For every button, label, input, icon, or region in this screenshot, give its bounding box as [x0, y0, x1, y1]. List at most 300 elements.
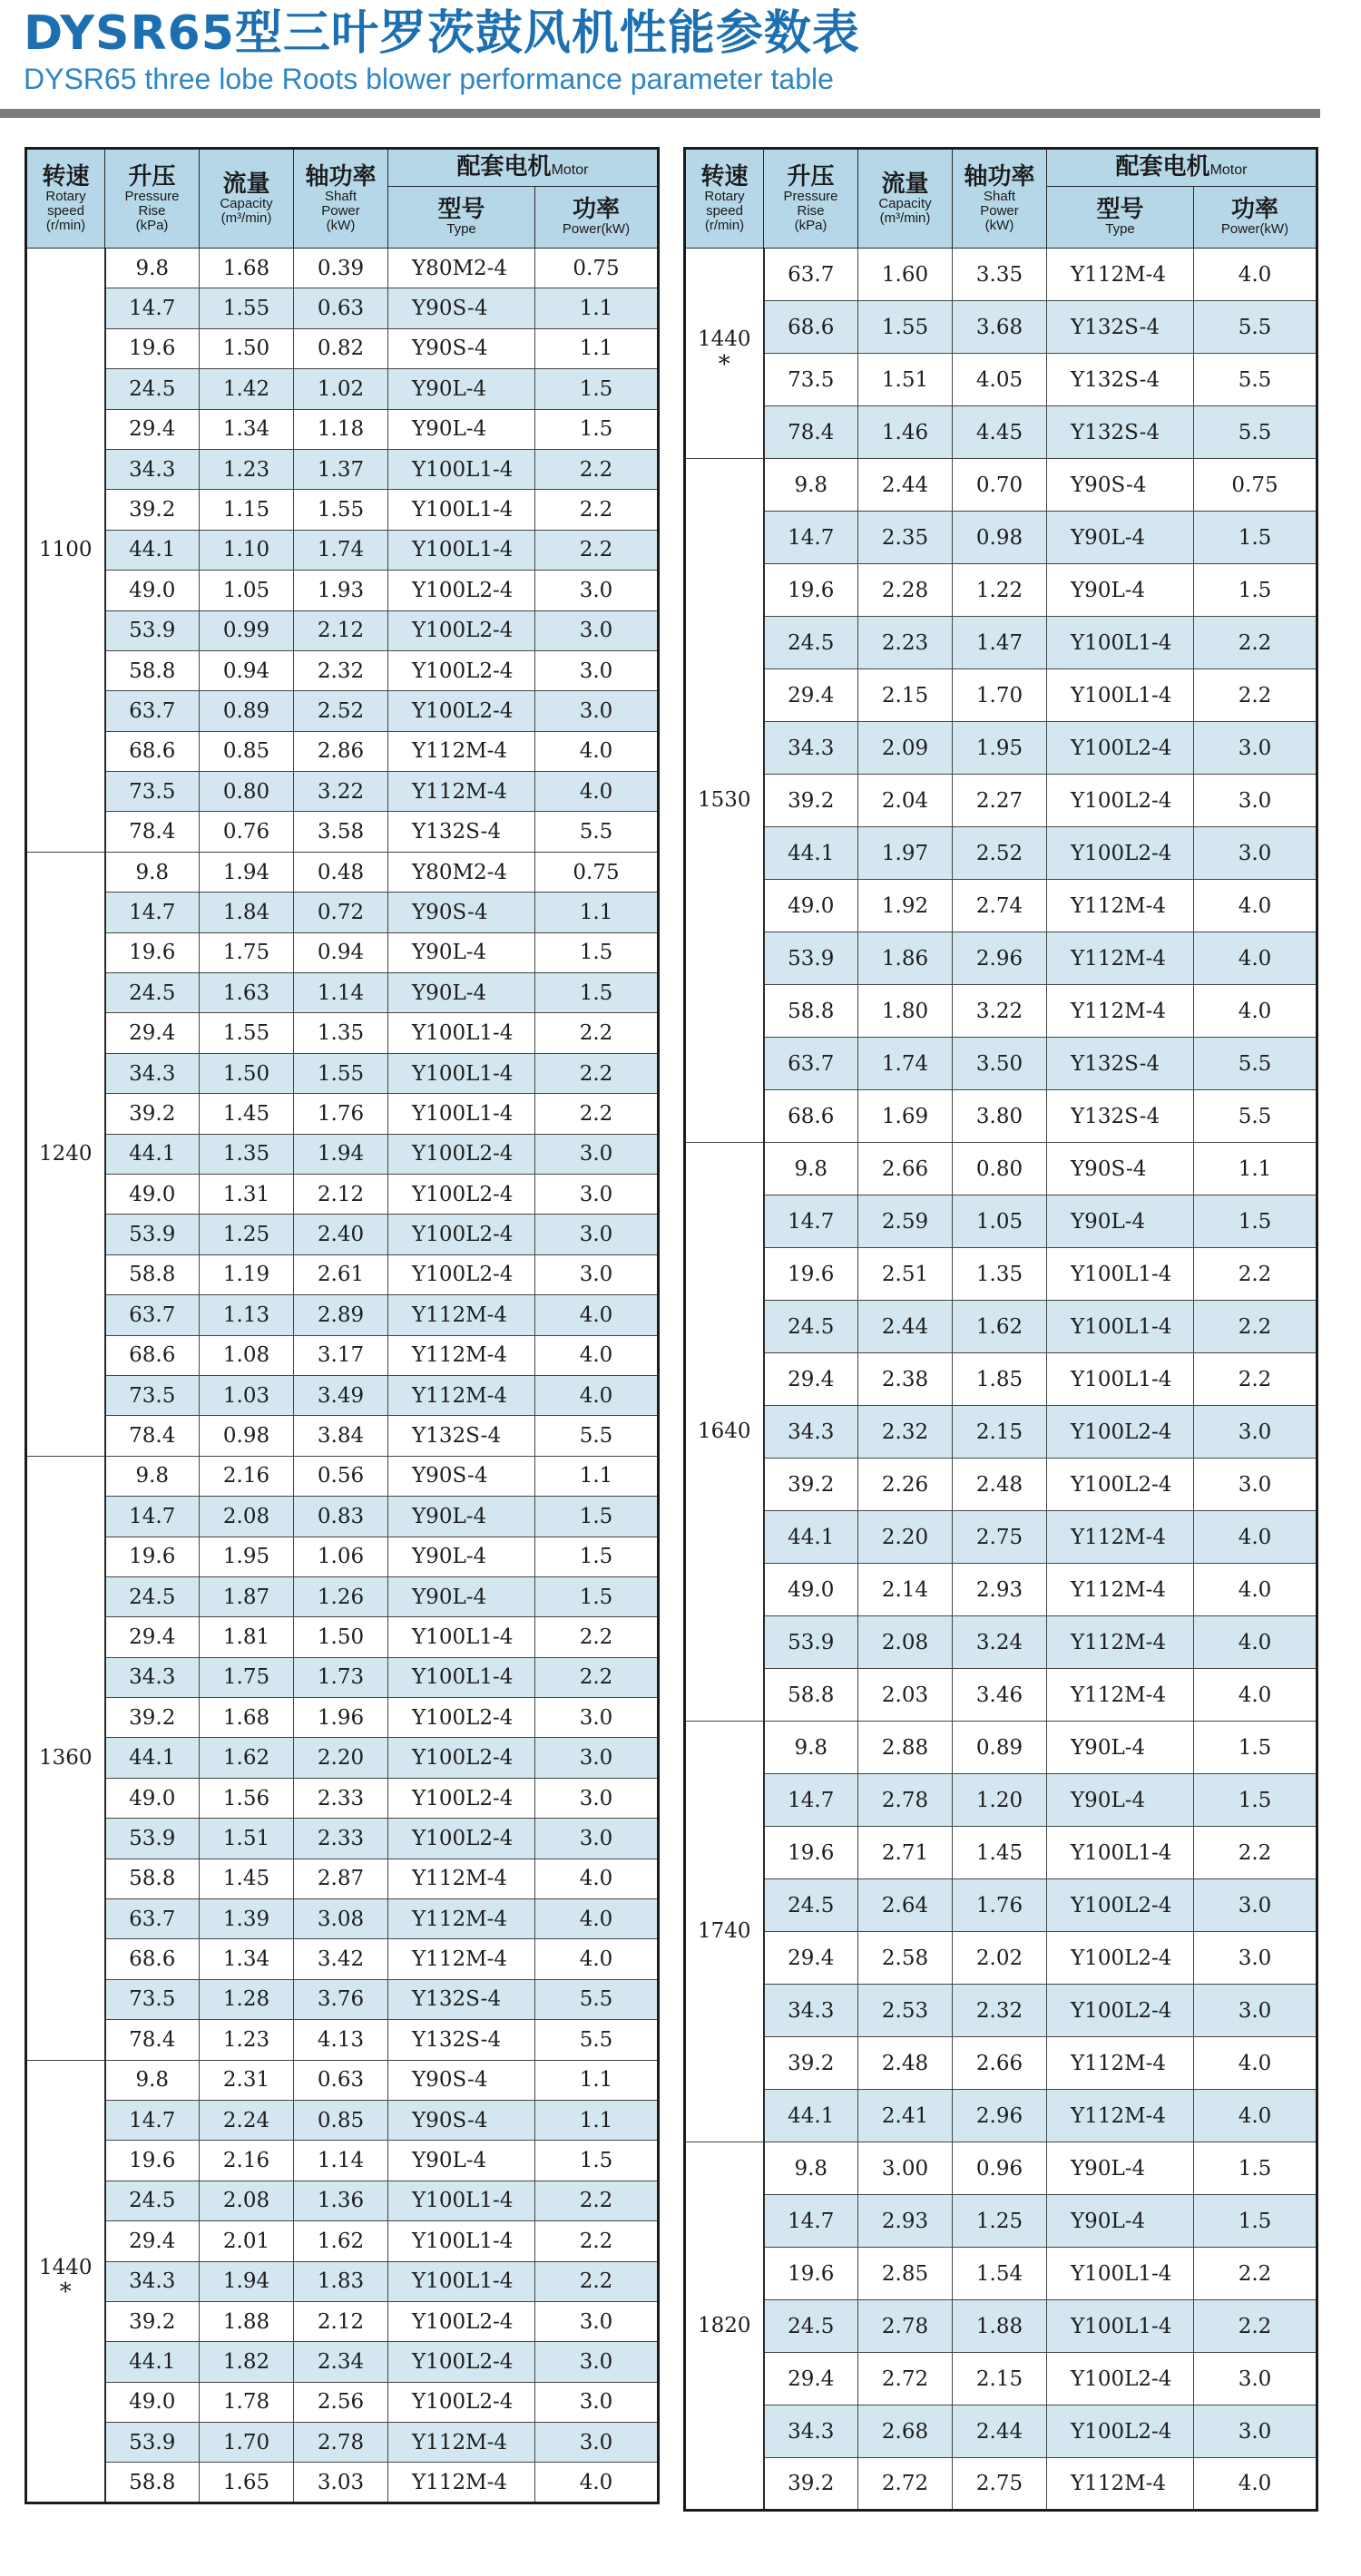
cell-motor-power: 2.2 — [535, 2261, 659, 2301]
cell-motor-type: Y132S-4 — [1047, 301, 1194, 354]
cell-pressure: 58.8 — [105, 1859, 200, 1898]
cell-motor-power: 1.5 — [1194, 1722, 1317, 1774]
cell-motor-power: 3.0 — [535, 2301, 659, 2341]
cell-motor-power: 1.1 — [535, 2100, 659, 2140]
cell-motor-power: 4.0 — [1194, 1564, 1317, 1616]
cell-shaft-power: 0.96 — [953, 2142, 1047, 2195]
cell-pressure: 24.5 — [105, 2181, 200, 2220]
table-row — [26, 1537, 659, 1576]
cell-shaft-power: 0.72 — [294, 893, 388, 932]
table-row — [26, 812, 659, 852]
cell-shaft-power: 3.08 — [294, 1899, 388, 1939]
cell-motor-type: Y112M-4 — [1047, 1616, 1194, 1669]
cell-pressure: 63.7 — [105, 691, 200, 731]
cell-motor-type: Y100L1-4 — [1047, 2300, 1194, 2353]
cell-motor-type: Y100L2-4 — [388, 610, 535, 650]
cell-motor-power: 3.0 — [535, 1215, 659, 1254]
cell-shaft-power: 2.12 — [294, 1174, 388, 1214]
table-row — [26, 449, 659, 489]
cell-motor-power: 1.1 — [535, 2060, 659, 2100]
cell-shaft-power: 2.89 — [294, 1295, 388, 1335]
table-row — [26, 973, 659, 1013]
cell-motor-power: 3.0 — [535, 610, 659, 650]
table-row — [685, 1406, 1317, 1459]
header-power: 功率 Power(kW) — [535, 187, 659, 249]
cell-capacity: 2.20 — [858, 1511, 953, 1564]
cell-capacity: 1.35 — [200, 1134, 294, 1174]
cell-capacity: 1.34 — [200, 1939, 294, 1979]
cell-shaft-power: 2.12 — [294, 610, 388, 650]
table-row — [26, 2261, 659, 2301]
cell-capacity: 2.41 — [858, 2090, 953, 2142]
table-row — [685, 932, 1317, 985]
cell-motor-type: Y100L1-4 — [1047, 1301, 1194, 1353]
cell-shaft-power: 3.50 — [953, 1038, 1047, 1090]
cell-rotary-speed — [26, 2060, 105, 2503]
table-row — [26, 1576, 659, 1616]
table-row — [26, 2181, 659, 2220]
cell-pressure: 73.5 — [105, 1375, 200, 1415]
cell-shaft-power: 2.52 — [294, 691, 388, 731]
cell-motor-type: Y90S-4 — [1047, 1143, 1194, 1195]
cell-shaft-power: 1.35 — [953, 1248, 1047, 1301]
cell-motor-type: Y112M-4 — [388, 1939, 535, 1979]
title-english: DYSR65 three lobe Roots blower performance parameter table — [24, 63, 834, 95]
cell-motor-type: Y112M-4 — [1047, 1511, 1194, 1564]
cell-motor-type: Y100L2-4 — [388, 650, 535, 690]
table-row — [26, 1979, 659, 2019]
cell-motor-power: 5.5 — [1194, 354, 1317, 406]
cell-motor-power: 2.2 — [1194, 669, 1317, 722]
cell-shaft-power: 1.93 — [294, 571, 388, 610]
cell-motor-type: Y100L2-4 — [388, 571, 535, 610]
cell-motor-type: Y100L1-4 — [388, 449, 535, 489]
cell-capacity: 1.78 — [200, 2382, 294, 2422]
cell-motor-power: 4.0 — [1194, 1669, 1317, 1722]
cell-capacity: 2.59 — [858, 1195, 953, 1248]
cell-pressure: 14.7 — [105, 893, 200, 932]
cell-motor-type: Y132S-4 — [1047, 354, 1194, 406]
cell-shaft-power: 1.96 — [294, 1698, 388, 1738]
cell-motor-type: Y90L-4 — [1047, 2195, 1194, 2248]
cell-motor-power: 2.2 — [1194, 1827, 1317, 1879]
table-row — [26, 2301, 659, 2341]
cell-shaft-power: 3.22 — [294, 772, 388, 812]
cell-pressure: 19.6 — [105, 1537, 200, 1576]
cell-pressure: 24.5 — [105, 1576, 200, 1616]
cell-motor-type: Y100L2-4 — [1047, 1459, 1194, 1511]
cell-shaft-power: 1.25 — [953, 2195, 1047, 2248]
cell-capacity: 1.68 — [200, 1698, 294, 1738]
cell-motor-power: 2.2 — [1194, 1353, 1317, 1406]
cell-shaft-power: 2.33 — [294, 1819, 388, 1859]
cell-shaft-power: 0.85 — [294, 2100, 388, 2140]
cell-motor-type: Y90L-4 — [1047, 2142, 1194, 2195]
cell-capacity: 0.80 — [200, 772, 294, 812]
cell-shaft-power: 1.70 — [953, 669, 1047, 722]
cell-capacity: 1.60 — [858, 249, 953, 301]
cell-motor-power: 4.0 — [1194, 2037, 1317, 2090]
table-row — [685, 1564, 1317, 1616]
cell-shaft-power: 0.83 — [294, 1497, 388, 1537]
cell-pressure: 34.3 — [764, 1406, 858, 1459]
table-row — [26, 2342, 659, 2382]
table-row — [685, 2458, 1317, 2511]
speed-value: 1360 — [38, 1745, 93, 1770]
header-pressure: 升压 Pressure Rise (kPa) — [105, 149, 200, 249]
cell-pressure: 49.0 — [105, 1778, 200, 1818]
cell-motor-type: Y112M-4 — [1047, 249, 1194, 301]
cell-pressure: 63.7 — [105, 1899, 200, 1939]
cell-pressure: 53.9 — [105, 1819, 200, 1859]
cell-motor-type: Y112M-4 — [388, 772, 535, 812]
cell-pressure: 34.3 — [764, 722, 858, 775]
cell-shaft-power: 4.13 — [294, 2020, 388, 2060]
cell-motor-power: 5.5 — [535, 2020, 659, 2060]
cell-motor-type: Y100L1-4 — [388, 1657, 535, 1697]
cell-capacity: 2.32 — [858, 1406, 953, 1459]
table-row — [685, 564, 1317, 617]
cell-shaft-power: 1.85 — [953, 1353, 1047, 1406]
cell-pressure: 53.9 — [105, 610, 200, 650]
cell-motor-type: Y90L-4 — [388, 2141, 535, 2181]
cell-shaft-power: 0.82 — [294, 328, 388, 368]
cell-motor-power: 4.0 — [1194, 1616, 1317, 1669]
cell-pressure: 58.8 — [105, 650, 200, 690]
cell-motor-type: Y100L1-4 — [388, 530, 535, 570]
cell-motor-type: Y80M2-4 — [388, 249, 535, 288]
cell-shaft-power: 1.18 — [294, 409, 388, 449]
cell-capacity: 2.16 — [200, 1456, 294, 1496]
cell-motor-power: 1.5 — [535, 369, 659, 409]
cell-pressure: 49.0 — [764, 1564, 858, 1616]
cell-capacity: 1.23 — [200, 449, 294, 489]
cell-pressure: 53.9 — [105, 1215, 200, 1254]
cell-capacity: 0.98 — [200, 1416, 294, 1456]
table-row — [685, 1090, 1317, 1143]
cell-motor-type: Y100L2-4 — [1047, 827, 1194, 880]
cell-motor-power: 3.0 — [535, 1134, 659, 1174]
cell-motor-power: 1.5 — [535, 2141, 659, 2181]
speed-value: 1240 — [38, 1142, 93, 1166]
table-row — [26, 1899, 659, 1939]
cell-capacity: 2.26 — [858, 1459, 953, 1511]
cell-motor-type: Y132S-4 — [388, 2020, 535, 2060]
cell-motor-power: 4.0 — [1194, 880, 1317, 932]
table-row — [685, 1511, 1317, 1564]
cell-motor-power: 5.5 — [535, 1416, 659, 1456]
cell-pressure: 39.2 — [105, 1698, 200, 1738]
cell-capacity: 1.15 — [200, 490, 294, 530]
cell-capacity: 1.08 — [200, 1335, 294, 1375]
cell-capacity: 1.82 — [200, 2342, 294, 2382]
cell-capacity: 2.04 — [858, 775, 953, 827]
table-row — [26, 328, 659, 368]
table-row — [26, 893, 659, 932]
table-row — [26, 2100, 659, 2140]
cell-shaft-power: 2.15 — [953, 2353, 1047, 2405]
cell-pressure: 44.1 — [764, 827, 858, 880]
table-row — [26, 1375, 659, 1415]
table-row — [685, 1616, 1317, 1669]
cell-capacity: 2.38 — [858, 1353, 953, 1406]
cell-shaft-power: 3.76 — [294, 1979, 388, 2019]
table-row — [685, 2195, 1317, 2248]
cell-pressure: 19.6 — [105, 932, 200, 972]
cell-motor-power: 3.0 — [1194, 775, 1317, 827]
cell-capacity: 1.87 — [200, 1576, 294, 1616]
cell-capacity: 2.08 — [858, 1616, 953, 1669]
cell-motor-type: Y112M-4 — [388, 1899, 535, 1939]
cell-shaft-power: 3.35 — [953, 249, 1047, 301]
cell-motor-power: 3.0 — [535, 1254, 659, 1294]
cell-motor-type: Y100L2-4 — [388, 1738, 535, 1778]
cell-capacity: 2.16 — [200, 2141, 294, 2181]
cell-shaft-power: 2.52 — [953, 827, 1047, 880]
cell-pressure: 78.4 — [105, 1416, 200, 1456]
cell-shaft-power: 2.61 — [294, 1254, 388, 1294]
cell-capacity: 1.95 — [200, 1537, 294, 1576]
cell-shaft-power: 2.75 — [953, 2458, 1047, 2511]
cell-motor-type: Y100L2-4 — [388, 1215, 535, 1254]
cell-pressure: 19.6 — [105, 2141, 200, 2181]
cell-rotary-speed — [26, 852, 105, 1456]
cell-shaft-power: 2.86 — [294, 731, 388, 771]
cell-motor-type: Y100L1-4 — [1047, 2248, 1194, 2300]
cell-rotary-speed — [685, 459, 764, 1143]
cell-capacity: 1.50 — [200, 328, 294, 368]
cell-capacity: 2.58 — [858, 1932, 953, 1985]
speed-value: 1820 — [697, 2313, 751, 2337]
cell-pressure: 14.7 — [764, 2195, 858, 2248]
cell-motor-type: Y90L-4 — [1047, 1722, 1194, 1774]
cell-capacity: 2.09 — [858, 722, 953, 775]
cell-motor-power: 3.0 — [535, 1819, 659, 1859]
cell-pressure: 19.6 — [764, 2248, 858, 2300]
table-row — [26, 2020, 659, 2060]
cell-capacity: 1.63 — [200, 973, 294, 1013]
cell-motor-type: Y100L2-4 — [388, 1778, 535, 1818]
cell-capacity: 2.24 — [200, 2100, 294, 2140]
cell-motor-power: 3.0 — [1194, 1879, 1317, 1932]
cell-shaft-power: 2.48 — [953, 1459, 1047, 1511]
cell-pressure: 34.3 — [105, 1053, 200, 1093]
table-row — [685, 1459, 1317, 1511]
cell-shaft-power: 2.12 — [294, 2301, 388, 2341]
cell-shaft-power: 3.03 — [294, 2463, 388, 2503]
table-row — [685, 1195, 1317, 1248]
cell-motor-power: 3.0 — [1194, 827, 1317, 880]
cell-motor-power: 2.2 — [535, 1657, 659, 1697]
table-row — [26, 530, 659, 570]
cell-pressure: 29.4 — [105, 1013, 200, 1053]
cell-shaft-power: 2.87 — [294, 1859, 388, 1898]
cell-motor-type: Y112M-4 — [388, 1859, 535, 1898]
cell-capacity: 1.75 — [200, 932, 294, 972]
cell-pressure: 19.6 — [105, 328, 200, 368]
cell-pressure: 58.8 — [764, 1669, 858, 1722]
table-row — [26, 1738, 659, 1778]
header-type: 型号 Type — [1047, 187, 1194, 249]
table-row — [685, 722, 1317, 775]
cell-shaft-power: 1.36 — [294, 2181, 388, 2220]
cell-capacity: 1.81 — [200, 1617, 294, 1657]
cell-pressure: 14.7 — [764, 1774, 858, 1827]
cell-pressure: 39.2 — [105, 2301, 200, 2341]
table-row — [685, 1038, 1317, 1090]
cell-shaft-power: 1.73 — [294, 1657, 388, 1697]
cell-shaft-power: 0.56 — [294, 1456, 388, 1496]
cell-capacity: 2.31 — [200, 2060, 294, 2100]
cell-motor-type: Y100L2-4 — [1047, 2405, 1194, 2458]
cell-capacity: 1.84 — [200, 893, 294, 932]
cell-motor-power: 2.2 — [535, 449, 659, 489]
cell-motor-power: 4.0 — [1194, 985, 1317, 1038]
cell-shaft-power: 0.94 — [294, 932, 388, 972]
table-row — [26, 1497, 659, 1537]
cell-motor-power: 2.2 — [1194, 2300, 1317, 2353]
cell-pressure: 34.3 — [105, 449, 200, 489]
cell-pressure: 44.1 — [764, 1511, 858, 1564]
cell-pressure: 49.0 — [764, 880, 858, 932]
cell-motor-type: Y100L2-4 — [388, 691, 535, 731]
cell-motor-power: 3.0 — [535, 650, 659, 690]
cell-motor-power: 3.0 — [535, 2342, 659, 2382]
cell-pressure: 24.5 — [764, 617, 858, 669]
cell-capacity: 2.03 — [858, 1669, 953, 1722]
cell-motor-type: Y100L2-4 — [1047, 2353, 1194, 2405]
cell-motor-power: 1.5 — [535, 409, 659, 449]
cell-pressure: 63.7 — [764, 249, 858, 301]
header-capacity: 流量 Capacity (m³/min) — [200, 149, 294, 249]
cell-shaft-power: 1.76 — [953, 1879, 1047, 1932]
table-body — [26, 249, 659, 2503]
cell-motor-power: 1.5 — [1194, 2142, 1317, 2195]
cell-pressure: 68.6 — [105, 731, 200, 771]
header-shaft-power: 轴功率 Shaft Power (kW) — [953, 149, 1047, 249]
cell-pressure: 39.2 — [764, 1459, 858, 1511]
cell-motor-power: 5.5 — [1194, 406, 1317, 459]
cell-motor-type: Y100L2-4 — [1047, 1932, 1194, 1985]
cell-shaft-power: 1.94 — [294, 1134, 388, 1174]
table-row — [26, 1013, 659, 1053]
table-row — [26, 2382, 659, 2422]
table-body — [685, 249, 1317, 2511]
cell-shaft-power: 2.02 — [953, 1932, 1047, 1985]
cell-capacity: 0.89 — [200, 691, 294, 731]
cell-shaft-power: 2.33 — [294, 1778, 388, 1818]
page-header — [24, 4, 1330, 96]
cell-pressure: 34.3 — [764, 2405, 858, 2458]
cell-capacity: 1.62 — [200, 1738, 294, 1778]
cell-capacity: 1.03 — [200, 1375, 294, 1415]
table-row — [26, 1254, 659, 1294]
cell-motor-power: 4.0 — [535, 1375, 659, 1415]
cell-shaft-power: 1.37 — [294, 449, 388, 489]
cell-shaft-power: 1.14 — [294, 973, 388, 1013]
cell-pressure: 63.7 — [105, 1295, 200, 1335]
cell-motor-type: Y90L-4 — [388, 973, 535, 1013]
cell-motor-power: 3.0 — [1194, 1932, 1317, 1985]
table-row — [26, 1295, 659, 1335]
cell-shaft-power: 0.80 — [953, 1143, 1047, 1195]
cell-shaft-power: 1.22 — [953, 564, 1047, 617]
table-row — [26, 1053, 659, 1093]
cell-motor-power: 4.0 — [1194, 1511, 1317, 1564]
cell-motor-type: Y100L1-4 — [388, 1094, 535, 1134]
cell-motor-type: Y90L-4 — [388, 1497, 535, 1537]
cell-motor-type: Y112M-4 — [388, 1375, 535, 1415]
cell-capacity: 1.94 — [200, 852, 294, 892]
cell-motor-power: 2.2 — [535, 1013, 659, 1053]
cell-capacity: 1.34 — [200, 409, 294, 449]
cell-pressure: 58.8 — [105, 1254, 200, 1294]
cell-pressure: 14.7 — [105, 2100, 200, 2140]
cell-motor-type: Y90L-4 — [1047, 564, 1194, 617]
cell-pressure: 24.5 — [105, 369, 200, 409]
table-row — [685, 406, 1317, 459]
cell-shaft-power: 3.46 — [953, 1669, 1047, 1722]
cell-shaft-power: 1.74 — [294, 530, 388, 570]
cell-pressure: 24.5 — [764, 2300, 858, 2353]
table-row — [685, 617, 1317, 669]
cell-shaft-power: 3.42 — [294, 1939, 388, 1979]
table-row — [685, 2405, 1317, 2458]
table-row — [26, 2463, 659, 2503]
cell-capacity: 2.72 — [858, 2458, 953, 2511]
cell-motor-type: Y90L-4 — [1047, 1195, 1194, 1248]
cell-pressure: 53.9 — [764, 1616, 858, 1669]
cell-motor-type: Y132S-4 — [388, 812, 535, 852]
table-row — [26, 1698, 659, 1738]
cell-capacity: 1.05 — [200, 571, 294, 610]
cell-motor-power: 3.0 — [535, 2423, 659, 2463]
table-row — [26, 1617, 659, 1657]
cell-motor-power: 2.2 — [535, 1617, 659, 1657]
cell-pressure: 39.2 — [764, 2037, 858, 2090]
cell-pressure: 29.4 — [764, 2353, 858, 2405]
cell-shaft-power: 0.48 — [294, 852, 388, 892]
cell-motor-power: 3.0 — [535, 1738, 659, 1778]
cell-motor-power: 2.2 — [1194, 2248, 1317, 2300]
cell-motor-power: 2.2 — [535, 1094, 659, 1134]
table-row — [685, 459, 1317, 512]
header-motor: 配套电机Motor — [1047, 149, 1317, 187]
cell-pressure: 29.4 — [105, 2221, 200, 2261]
cell-capacity: 2.15 — [858, 669, 953, 722]
speed-value: 1440 — [697, 327, 751, 352]
table-row — [26, 772, 659, 812]
cell-motor-power: 4.0 — [1194, 2458, 1317, 2511]
cell-motor-power: 5.5 — [1194, 301, 1317, 354]
cell-capacity: 1.51 — [858, 354, 953, 406]
table-row — [685, 1774, 1317, 1827]
table-row — [685, 1985, 1317, 2037]
cell-motor-power: 4.0 — [535, 2463, 659, 2503]
cell-motor-type: Y100L1-4 — [388, 2221, 535, 2261]
cell-capacity: 1.86 — [858, 932, 953, 985]
table-row — [685, 775, 1317, 827]
cell-motor-type: Y100L2-4 — [388, 1254, 535, 1294]
cell-capacity: 2.35 — [858, 512, 953, 564]
cell-shaft-power: 0.89 — [953, 1722, 1047, 1774]
table-row — [26, 2221, 659, 2261]
cell-shaft-power: 2.56 — [294, 2382, 388, 2422]
cell-motor-type: Y90S-4 — [388, 2060, 535, 2100]
speed-asterisk: * — [718, 350, 730, 378]
table-row — [685, 1669, 1317, 1722]
cell-pressure: 78.4 — [105, 812, 200, 852]
